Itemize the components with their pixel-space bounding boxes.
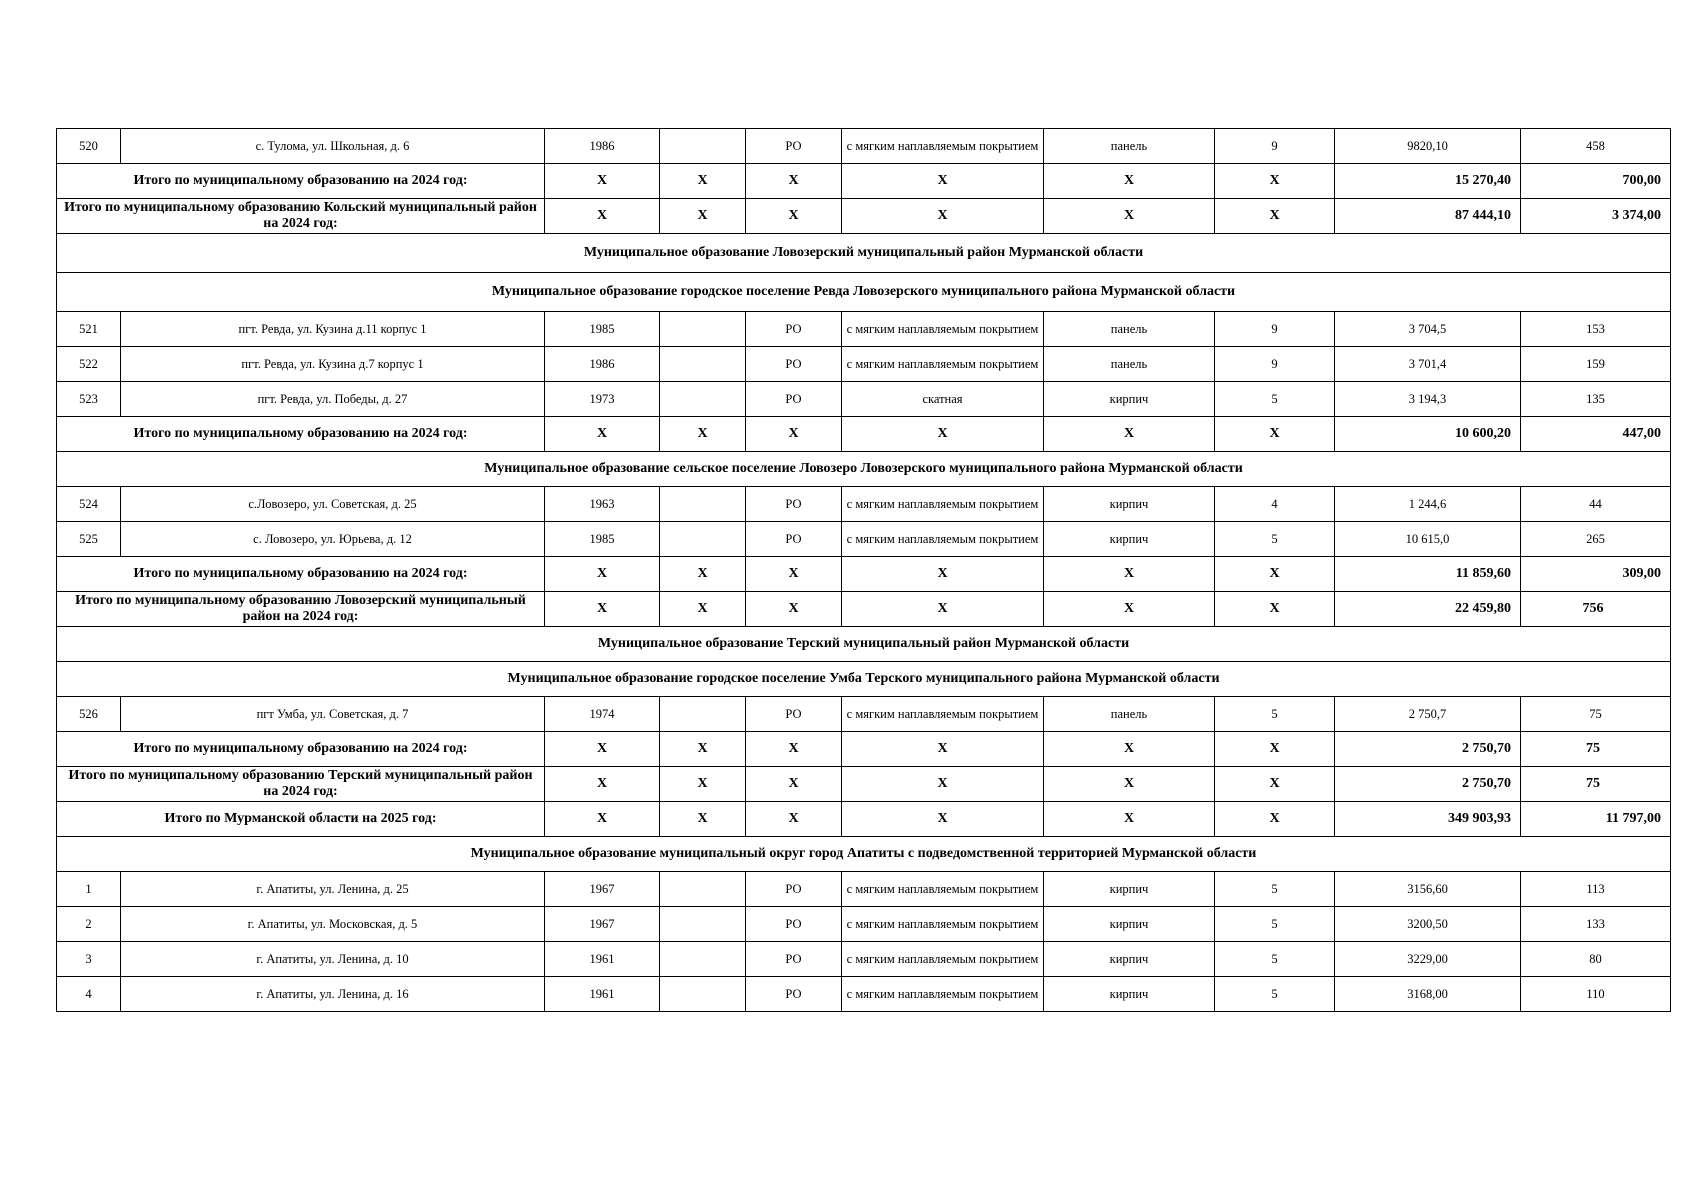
x-cell: X: [660, 802, 746, 837]
residents-cell: 44: [1521, 487, 1671, 522]
residents-cell: 75: [1521, 697, 1671, 732]
empty-cell: [660, 907, 746, 942]
area-cell: 1 244,6: [1335, 487, 1521, 522]
x-cell: X: [545, 767, 660, 802]
roof-type-cell: с мягким наплавляемым покрытием: [842, 312, 1044, 347]
empty-cell: [660, 942, 746, 977]
x-cell: X: [1215, 557, 1335, 592]
x-cell: X: [746, 592, 842, 627]
residents-cell: 265: [1521, 522, 1671, 557]
housing-register-table: [56, 128, 1671, 1012]
section-header-row: [57, 627, 1671, 662]
roof-type-cell: с мягким наплавляемым покрытием: [842, 907, 1044, 942]
total-row: [57, 732, 1671, 767]
section-header-row: [57, 837, 1671, 872]
table-row: [57, 872, 1671, 907]
residents-cell: 113: [1521, 872, 1671, 907]
address-cell: г. Апатиты, ул. Ленина, д. 16: [121, 977, 545, 1012]
total-residents: 11 797,00: [1521, 802, 1671, 837]
row-number: 523: [57, 382, 121, 417]
address-cell: с. Тулома, ул. Школьная, д. 6: [121, 129, 545, 164]
row-number: 524: [57, 487, 121, 522]
wall-material-cell: панель: [1044, 347, 1215, 382]
x-cell: X: [842, 767, 1044, 802]
x-cell: X: [1044, 199, 1215, 234]
x-cell: X: [1215, 417, 1335, 452]
floors-cell: 5: [1215, 907, 1335, 942]
roof-type-cell: с мягким наплавляемым покрытием: [842, 487, 1044, 522]
total-row: [57, 557, 1671, 592]
x-cell: X: [660, 417, 746, 452]
floors-cell: 5: [1215, 522, 1335, 557]
area-cell: 2 750,7: [1335, 697, 1521, 732]
total-residents: 3 374,00: [1521, 199, 1671, 234]
section-header: Муниципальное образование городское поселение Умба Терского муниципального района Мурманской области: [57, 662, 1671, 697]
x-cell: X: [746, 417, 842, 452]
residents-cell: 133: [1521, 907, 1671, 942]
x-cell: X: [1044, 732, 1215, 767]
x-cell: X: [1215, 592, 1335, 627]
section-header: Муниципальное образование городское поселение Ревда Ловозерского муниципального района Мурманской области: [57, 273, 1671, 312]
empty-cell: [660, 522, 746, 557]
wall-material-cell: кирпич: [1044, 487, 1215, 522]
year-cell: 1963: [545, 487, 660, 522]
x-cell: X: [746, 732, 842, 767]
row-number: 521: [57, 312, 121, 347]
x-cell: X: [842, 802, 1044, 837]
x-cell: X: [545, 199, 660, 234]
x-cell: X: [1215, 802, 1335, 837]
address-cell: г. Апатиты, ул. Ленина, д. 25: [121, 872, 545, 907]
wall-material-cell: кирпич: [1044, 977, 1215, 1012]
total-label: Итого по муниципальному образованию на 2024 год:: [57, 732, 545, 767]
area-cell: 3200,50: [1335, 907, 1521, 942]
management-cell: РО: [746, 942, 842, 977]
x-cell: X: [1215, 767, 1335, 802]
floors-cell: 5: [1215, 977, 1335, 1012]
x-cell: X: [1044, 767, 1215, 802]
management-cell: РО: [746, 347, 842, 382]
x-cell: X: [842, 732, 1044, 767]
residents-cell: 153: [1521, 312, 1671, 347]
x-cell: X: [1044, 417, 1215, 452]
total-label: Итого по муниципальному образованию Ловозерский муниципальный район на 2024 год:: [57, 592, 545, 627]
total-residents: 75: [1521, 767, 1671, 802]
year-cell: 1967: [545, 872, 660, 907]
x-cell: X: [842, 199, 1044, 234]
x-cell: X: [1215, 164, 1335, 199]
x-cell: X: [545, 732, 660, 767]
section-header: Муниципальное образование Терский муниципальный район Мурманской области: [57, 627, 1671, 662]
year-cell: 1967: [545, 907, 660, 942]
x-cell: X: [660, 592, 746, 627]
area-cell: 9820,10: [1335, 129, 1521, 164]
x-cell: X: [1215, 199, 1335, 234]
total-area: 2 750,70: [1335, 732, 1521, 767]
x-cell: X: [660, 732, 746, 767]
year-cell: 1986: [545, 347, 660, 382]
wall-material-cell: кирпич: [1044, 382, 1215, 417]
empty-cell: [660, 312, 746, 347]
empty-cell: [660, 977, 746, 1012]
floors-cell: 5: [1215, 872, 1335, 907]
x-cell: X: [746, 557, 842, 592]
roof-type-cell: с мягким наплавляемым покрытием: [842, 942, 1044, 977]
wall-material-cell: панель: [1044, 129, 1215, 164]
residents-cell: 159: [1521, 347, 1671, 382]
x-cell: X: [660, 767, 746, 802]
roof-type-cell: с мягким наплавляемым покрытием: [842, 872, 1044, 907]
x-cell: X: [746, 802, 842, 837]
x-cell: X: [746, 199, 842, 234]
row-number: 526: [57, 697, 121, 732]
total-area: 2 750,70: [1335, 767, 1521, 802]
total-label: Итого по муниципальному образованию на 2024 год:: [57, 417, 545, 452]
x-cell: X: [1044, 592, 1215, 627]
row-number: 520: [57, 129, 121, 164]
table-row: [57, 522, 1671, 557]
area-cell: 3156,60: [1335, 872, 1521, 907]
row-number: 522: [57, 347, 121, 382]
area-cell: 3 701,4: [1335, 347, 1521, 382]
total-area: 22 459,80: [1335, 592, 1521, 627]
x-cell: X: [545, 557, 660, 592]
address-cell: с.Ловозеро, ул. Советская, д. 25: [121, 487, 545, 522]
section-header: Муниципальное образование сельское поселение Ловозеро Ловозерского муниципального района Мурманской области: [57, 452, 1671, 487]
row-number: 1: [57, 872, 121, 907]
wall-material-cell: кирпич: [1044, 942, 1215, 977]
section-header: Муниципальное образование Ловозерский муниципальный район Мурманской области: [57, 234, 1671, 273]
total-row: [57, 199, 1671, 234]
section-header-row: [57, 273, 1671, 312]
wall-material-cell: кирпич: [1044, 872, 1215, 907]
total-row: [57, 164, 1671, 199]
x-cell: X: [545, 592, 660, 627]
table-row: [57, 697, 1671, 732]
table-row: [57, 907, 1671, 942]
total-area: 15 270,40: [1335, 164, 1521, 199]
total-residents: 700,00: [1521, 164, 1671, 199]
total-label: Итого по Мурманской области на 2025 год:: [57, 802, 545, 837]
total-area: 349 903,93: [1335, 802, 1521, 837]
floors-cell: 9: [1215, 129, 1335, 164]
total-residents: 447,00: [1521, 417, 1671, 452]
management-cell: РО: [746, 697, 842, 732]
table-row: [57, 942, 1671, 977]
management-cell: РО: [746, 522, 842, 557]
address-cell: с. Ловозеро, ул. Юрьева, д. 12: [121, 522, 545, 557]
floors-cell: 5: [1215, 942, 1335, 977]
total-label: Итого по муниципальному образованию Терский муниципальный район на 2024 год:: [57, 767, 545, 802]
x-cell: X: [545, 164, 660, 199]
year-cell: 1974: [545, 697, 660, 732]
section-header-row: [57, 452, 1671, 487]
x-cell: X: [1044, 557, 1215, 592]
section-header-row: [57, 234, 1671, 273]
year-cell: 1985: [545, 312, 660, 347]
x-cell: X: [545, 417, 660, 452]
total-row: [57, 417, 1671, 452]
x-cell: X: [660, 164, 746, 199]
x-cell: X: [660, 199, 746, 234]
area-cell: 3 194,3: [1335, 382, 1521, 417]
floors-cell: 5: [1215, 697, 1335, 732]
floors-cell: 9: [1215, 312, 1335, 347]
roof-type-cell: с мягким наплавляемым покрытием: [842, 697, 1044, 732]
x-cell: X: [842, 592, 1044, 627]
total-label: Итого по муниципальному образованию Кольский муниципальный район на 2024 год:: [57, 199, 545, 234]
residents-cell: 110: [1521, 977, 1671, 1012]
x-cell: X: [842, 557, 1044, 592]
section-header-row: [57, 662, 1671, 697]
x-cell: X: [1044, 802, 1215, 837]
total-label: Итого по муниципальному образованию на 2024 год:: [57, 557, 545, 592]
roof-type-cell: с мягким наплавляемым покрытием: [842, 522, 1044, 557]
area-cell: 10 615,0: [1335, 522, 1521, 557]
year-cell: 1973: [545, 382, 660, 417]
row-number: 3: [57, 942, 121, 977]
empty-cell: [660, 872, 746, 907]
management-cell: РО: [746, 312, 842, 347]
x-cell: X: [842, 417, 1044, 452]
total-row: [57, 592, 1671, 627]
roof-type-cell: с мягким наплавляемым покрытием: [842, 129, 1044, 164]
wall-material-cell: кирпич: [1044, 907, 1215, 942]
year-cell: 1985: [545, 522, 660, 557]
management-cell: РО: [746, 129, 842, 164]
address-cell: пгт. Ревда, ул. Кузина д.11 корпус 1: [121, 312, 545, 347]
total-residents: 75: [1521, 732, 1671, 767]
table-row: [57, 977, 1671, 1012]
area-cell: 3168,00: [1335, 977, 1521, 1012]
total-label: Итого по муниципальному образованию на 2024 год:: [57, 164, 545, 199]
wall-material-cell: панель: [1044, 312, 1215, 347]
address-cell: г. Апатиты, ул. Ленина, д. 10: [121, 942, 545, 977]
address-cell: пгт. Ревда, ул. Кузина д.7 корпус 1: [121, 347, 545, 382]
wall-material-cell: панель: [1044, 697, 1215, 732]
x-cell: X: [842, 164, 1044, 199]
management-cell: РО: [746, 487, 842, 522]
table-row: [57, 129, 1671, 164]
x-cell: X: [660, 557, 746, 592]
total-area: 87 444,10: [1335, 199, 1521, 234]
empty-cell: [660, 487, 746, 522]
x-cell: X: [746, 164, 842, 199]
x-cell: X: [1215, 732, 1335, 767]
address-cell: пгт. Ревда, ул. Победы, д. 27: [121, 382, 545, 417]
total-residents: 309,00: [1521, 557, 1671, 592]
row-number: 525: [57, 522, 121, 557]
empty-cell: [660, 697, 746, 732]
empty-cell: [660, 347, 746, 382]
residents-cell: 458: [1521, 129, 1671, 164]
total-area: 11 859,60: [1335, 557, 1521, 592]
empty-cell: [660, 382, 746, 417]
area-cell: 3229,00: [1335, 942, 1521, 977]
total-area: 10 600,20: [1335, 417, 1521, 452]
roof-type-cell: с мягким наплавляемым покрытием: [842, 347, 1044, 382]
section-header: Муниципальное образование муниципальный округ город Апатиты с подведомственной территорией Мурманской области: [57, 837, 1671, 872]
row-number: 4: [57, 977, 121, 1012]
floors-cell: 9: [1215, 347, 1335, 382]
total-residents: 756: [1521, 592, 1671, 627]
roof-type-cell: с мягким наплавляемым покрытием: [842, 977, 1044, 1012]
table-row: [57, 347, 1671, 382]
area-cell: 3 704,5: [1335, 312, 1521, 347]
residents-cell: 135: [1521, 382, 1671, 417]
x-cell: X: [545, 802, 660, 837]
total-row: [57, 767, 1671, 802]
address-cell: пгт Умба, ул. Советская, д. 7: [121, 697, 545, 732]
grand-total-row: [57, 802, 1671, 837]
management-cell: РО: [746, 907, 842, 942]
wall-material-cell: кирпич: [1044, 522, 1215, 557]
roof-type-cell: скатная: [842, 382, 1044, 417]
row-number: 2: [57, 907, 121, 942]
year-cell: 1961: [545, 942, 660, 977]
floors-cell: 4: [1215, 487, 1335, 522]
table-row: [57, 312, 1671, 347]
address-cell: г. Апатиты, ул. Московская, д. 5: [121, 907, 545, 942]
table-row: [57, 382, 1671, 417]
management-cell: РО: [746, 872, 842, 907]
table-row: [57, 487, 1671, 522]
residents-cell: 80: [1521, 942, 1671, 977]
management-cell: РО: [746, 382, 842, 417]
x-cell: X: [1044, 164, 1215, 199]
floors-cell: 5: [1215, 382, 1335, 417]
year-cell: 1961: [545, 977, 660, 1012]
empty-cell: [660, 129, 746, 164]
year-cell: 1986: [545, 129, 660, 164]
x-cell: X: [746, 767, 842, 802]
management-cell: РО: [746, 977, 842, 1012]
